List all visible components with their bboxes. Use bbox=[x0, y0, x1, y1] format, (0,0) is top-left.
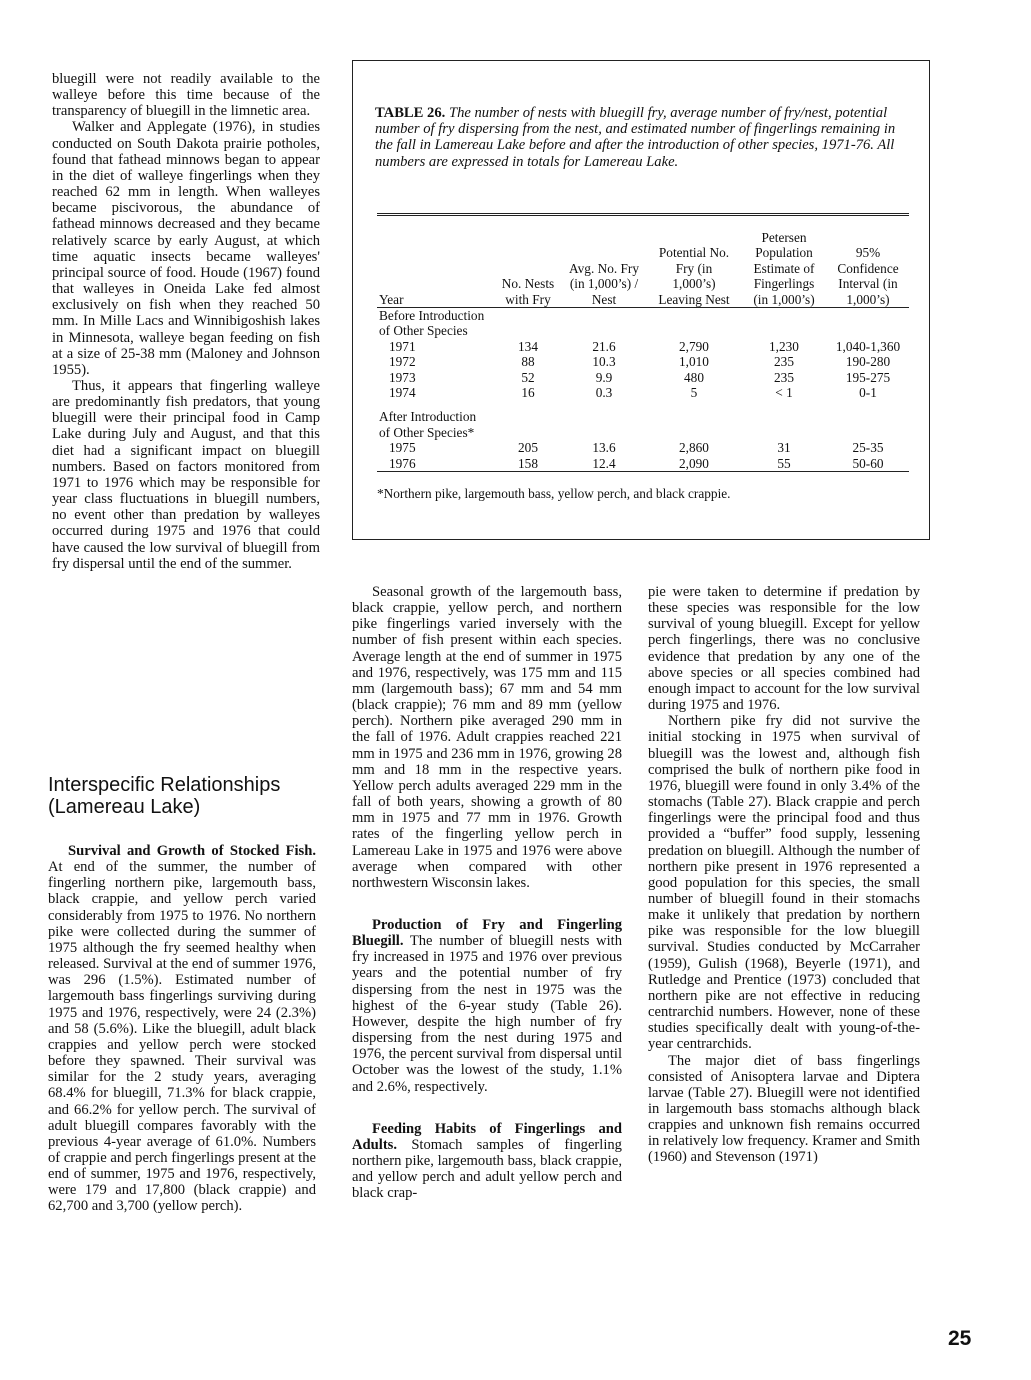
table-26 bbox=[377, 213, 909, 472]
body-paragraph: pie were taken to determine if predation by these species was responsible for the low survival of young bluegill. Except for yellow perch fingerlings, there was no conclusive evidence that predation by any one of the above species or all species combined had enough impact to account for the low survival during 1975 and 1976. bbox=[648, 584, 920, 714]
table-row: 1974 16 0.3 5 < 1 0-1 bbox=[389, 385, 877, 401]
table-caption-text: The number of nests with bluegill fry, average number of fry/nest, potential number of fry dispersing from the nest, and estimated number of fingerlings remaining in the fall in Lamereau Lake before and after the introduction of other species, 1971-76. All numbers are expressed in totals for Lamereau Lake. bbox=[375, 105, 896, 170]
body-paragraph: Northern pike fry did not survive the initial stocking in 1975 when survival of bluegill was the lowest and, although fish comprised the bulk of northern pike food in 1976, bluegill were found in only 3.4% of the stomachs (Table 27). Black crappie and perch fingerlings were the principal food and thus provided a “buffer” food supply, lessening predation on bluegill. Although the number of northern pike present in 1976 represented a good population for this species, the small number of bluegill found in their stomachs make it unlikely that predation by northern pike was responsible for the low bluegill survival. Studies conducted by McCarraher (1959), Gulish (1968), Beyerle (1971), and Rutledge and Prentice (1973) concluded that northern pike are not effective in reducing centrarchid numbers. However, none of these studies specifically dealt with young-of-the-year centrarchids. bbox=[648, 713, 920, 1053]
body-paragraph: Walker and Applegate (1976), in studies conducted on South Dakota prairie potholes, found that fathead minnows began to appear in the diet of walleye fingerlings when they reached 62 mm in length. When walleyes became piscivorous, the abundance of fathead minnows decreased and they became relatively scarce by early August, at which time aquatic insects became walleyes' principal source of food. Houde (1967) found that walleyes in Oneida Lake fed almost exclusively on fish when they reached 50 mm. In Mille Lacs and Winnibigoshish lakes in Minnesota, walleye began feeding on fish at a size of 25-38 mm (Maloney and Johnson 1955). bbox=[52, 119, 320, 378]
left-column-top bbox=[52, 71, 320, 572]
table-row: 1972 88 10.3 1,010 235 190-280 bbox=[389, 354, 891, 370]
table-row: 1973 52 9.9 480 235 195-275 bbox=[389, 369, 891, 385]
paragraph-lead: Feeding Habits of Fingerlings and Adults. bbox=[352, 1120, 622, 1153]
body-paragraph: Thus, it appears that fingerling walleye are predominantly fish predators, that young bluegill were their principal food in Camp Lake during July and August, and that this diet had a significant impact on bluegill numbers. Based on factors monitored from 1971 to 1976 which may be responsible for year class fluctuations in bluegill numbers, no event other than predation by walleyes occurred during 1975 and 1976 that could have caused the low survival of bluegill from fry dispersal until the end of the summer. bbox=[52, 377, 320, 572]
table-header-row bbox=[377, 230, 909, 308]
body-paragraph: The major diet of bass fingerlings consisted of Anisoptera larvae and Diptera larvae (Table 27). Bluegill were not identified in largemouth bass stomachs although black crappies and unknown fish remains occurred in relatively low frequency. Kramer and Smith (1960) and Stevenson (1971) bbox=[648, 1052, 920, 1166]
table-26-box bbox=[352, 60, 930, 540]
group-label-before: Before Introduction of Other Species bbox=[379, 308, 485, 339]
paragraph-lead: Production of Fry and Fingerling Bluegill. bbox=[352, 916, 622, 950]
body-paragraph: Feeding Habits of Fingerlings and Adults. Stomach samples of fingerling northern pike, largemouth bass, black crappie, and yellow perch and adult yellow perch and black crap- bbox=[352, 1120, 622, 1202]
page-number: 25 bbox=[948, 1327, 972, 1350]
table-label: TABLE 26. bbox=[375, 105, 446, 121]
body-paragraph: bluegill were not readily available to the walleye before this time because of the transparency of bluegill in the limnetic area. bbox=[52, 71, 320, 120]
col-header-petersen: Petersen Population Estimate of Fingerlings (in 1,000’s) bbox=[741, 230, 827, 308]
col-header-year: Year bbox=[377, 230, 495, 308]
group-label-after: After Introduction of Other Species* bbox=[379, 409, 477, 440]
body-paragraph: Seasonal growth of the largemouth bass, black crappie, yellow perch, and northern pike fingerlings varied inversely with the number of fish present within each species. Average length at the end of summer in 1975 and 1976, respectively, was 175 mm and 115 mm (largemouth bass); 67 mm and 54 mm (black crappie); 76 mm and 89 mm (yellow perch). Northern pike averaged 290 mm in the fall of 1976. Adult crappies reached 221 mm in 1975 and 236 mm in 1976, growing 28 mm and 18 mm in the respective years. Yellow perch adults averaged 229 mm in the fall of both years, showing a growth of 80 mm in 1975 and 77 mm in 1976. Growth rates of the fingerling yellow perch in Lamereau Lake in 1975 and 1976 were above average when compared with other northwestern Wisconsin lakes. bbox=[352, 584, 622, 891]
table-row: 1971 134 21.6 2,790 1,230 1,040-1,360 bbox=[389, 338, 901, 354]
body-paragraph bbox=[48, 843, 316, 1215]
right-column bbox=[648, 584, 920, 1166]
paragraph-lead: Survival and Growth of Stocked Fish. bbox=[68, 843, 316, 859]
table-row: 1975 205 13.6 2,860 31 25-35 bbox=[389, 440, 884, 456]
middle-column bbox=[352, 584, 622, 1201]
col-header-confidence: 95% Confidence Interval (in 1,000’s) bbox=[827, 230, 909, 308]
body-paragraph: Production of Fry and Fingerling Bluegill. The number of bluegill nests with fry increased in 1975 and 1976 over previous years and the potential number of fry dispersing from the nest in 1975 was the highest of the 6-year study (Table 26). However, despite the high number of fry dispersing from the nest during 1975 and 1976, the percent survival from dispersal until October was the lowest of the study, 1.1% and 2.6%, respectively. bbox=[352, 916, 622, 1095]
table-row: 1976 158 12.4 2,090 55 50-60 bbox=[377, 456, 909, 472]
col-header-nests: No. Nests with Fry bbox=[495, 230, 561, 308]
paragraph-text: At end of the summer, the number of fingerling northern pike, largemouth bass, black crappie, and yellow perch varied considerably from 1975 to 1976. No northern pike were collected during the summer of 1975 although the fry seemed healthy when released. Survival at the end of summer 1976, was 296 (1.5%). Estimated number of largemouth bass fingerlings surviving during 1975 and 1976, respectively, were 24 (2.3%) and 58 (5.6%). Like the bluegill, adult black crappies and yellow perch were stocked before they spawned. Their survival was similar for the 2 study years, averaging 68.4% for bluegill, 71.3% for black crappie, and 66.2% for yellow perch. The survival of adult bluegill compares favorably with the previous 4-year average of 61.0%. Numbers of crappie and perch fingerlings present at the end of summer, 1975 and 1976, respectively, were 179 and 17,800 (black crappie) and 62,700 and 3,700 (yellow perch). bbox=[48, 859, 316, 1215]
section-heading: Interspecific Relationships (Lamereau Lake) bbox=[48, 773, 281, 818]
col-header-potential-fry: Potential No. Fry (in 1,000’s) Leaving Nest bbox=[647, 230, 741, 308]
table-caption bbox=[375, 105, 911, 170]
col-header-avg-fry: Avg. No. Fry (in 1,000’s) / Nest bbox=[561, 230, 647, 308]
table-footnote: *Northern pike, largemouth bass, yellow perch, and black crappie. bbox=[377, 486, 731, 501]
left-column-bottom bbox=[48, 843, 316, 1215]
